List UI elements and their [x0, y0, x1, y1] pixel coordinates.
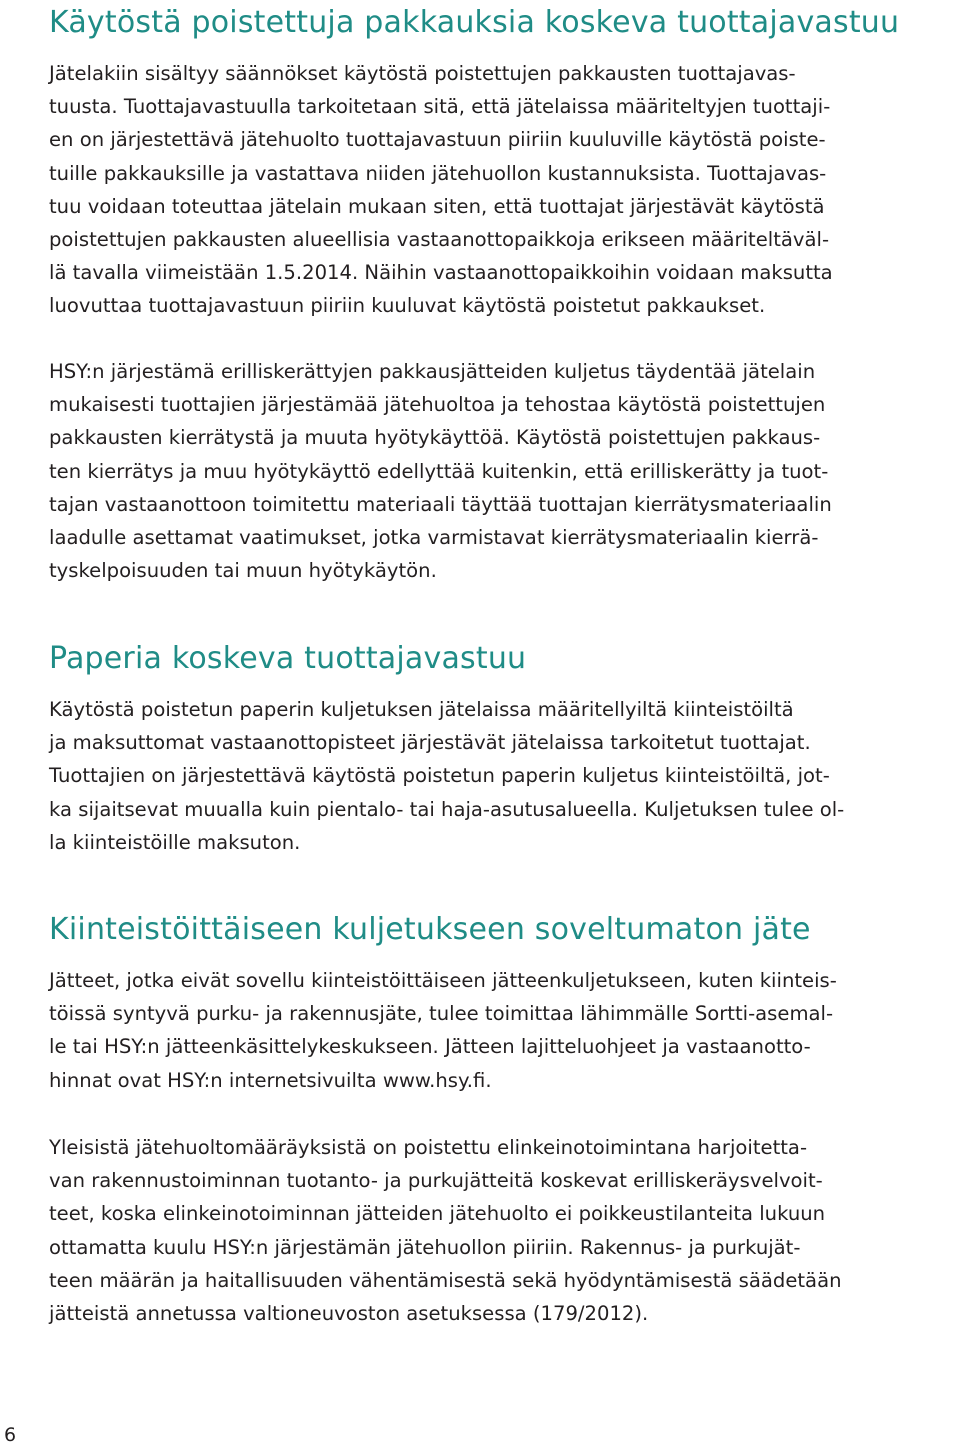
paragraph-line: Tuottajien on järjestettävä käytöstä poistetun paperin kuljetus kiinteistöiltä, jot-: [49, 764, 830, 788]
paragraph-line: en on järjestettävä jätehuolto tuottajavastuun piiriin kuuluville käytöstä poiste-: [49, 128, 826, 152]
paragraph-line: la kiinteistöille maksuton.: [49, 830, 301, 854]
body-paragraph: [49, 355, 832, 587]
paragraph-line: ja maksuttomat vastaanottopisteet järjestävät jätelaissa tarkoitetut tuottajat.: [49, 731, 811, 755]
paragraph-line: Jätteet, jotka eivät sovellu kiinteistöittäiseen jätteenkuljetukseen, kuten kiinteis-: [49, 969, 837, 992]
paragraph-line: töissä syntyvä purku- ja rakennusjäte, tulee toimittaa lähimmälle Sortti-asemal-: [49, 1002, 834, 1026]
body-paragraph: [49, 964, 837, 1097]
paragraph-line: ottamatta kuulu HSY:n järjestämän jätehuollon piiriin. Rakennus- ja purkujät-: [49, 1235, 801, 1259]
paragraph-line: Käytöstä poistetun paperin kuljetuksen jätelaissa määritellyiltä kiinteistöiltä: [49, 698, 794, 721]
paragraph-line: pakkausten kierrätystä ja muuta hyötykäyttöä. Käytöstä poistettujen pakkaus-: [49, 426, 821, 450]
paragraph-line: tyskelpoisuuden tai muun hyötykäytön.: [49, 559, 437, 583]
paragraph-line: HSY:n järjestämä erilliskerättyjen pakkausjätteiden kuljetus täydentää jätelain: [49, 360, 816, 383]
paragraph-line: tuille pakkauksille ja vastattava niiden jätehuollon kustannuksista. Tuottajavas-: [49, 161, 827, 185]
page-number: 6: [4, 1424, 17, 1446]
body-paragraph: [49, 1131, 842, 1330]
paragraph-line: Jätelakiin sisältyy säännökset käytöstä poistettujen pakkausten tuottajavas-: [49, 62, 796, 85]
body-paragraph: [49, 57, 833, 323]
paragraph-line: Yleisistä jätehuoltomääräyksistä on poistettu elinkeinotoimintana harjoitetta-: [49, 1136, 808, 1159]
body-paragraph: [49, 693, 844, 859]
paragraph-line: mukaisesti tuottajien järjestämää jätehuoltoa ja tehostaa käytöstä poistettujen: [49, 393, 826, 417]
paragraph-line: tuusta. Tuottajavastuulla tarkoitetaan sitä, että jätelaissa määriteltyjen tuottaji-: [49, 95, 831, 119]
paragraph-line: luovuttaa tuottajavastuun piiriin kuuluvat käytöstä poistetut pakkaukset.: [49, 294, 766, 318]
section-heading: Käytöstä poistettuja pakkauksia koskeva tuottajavastuu: [49, 5, 900, 40]
paragraph-line: tuu voidaan toteuttaa jätelain mukaan siten, että tuottajat järjestävät käytöstä: [49, 194, 825, 218]
paragraph-line: ka sijaitsevat muualla kuin pientalo- tai haja-asutusalueella. Kuljetuksen tulee ol-: [49, 797, 845, 821]
paragraph-line: lä tavalla viimeistään 1.5.2014. Näihin vastaanottopaikkoihin voidaan maksutta: [49, 261, 833, 285]
paragraph-line: ten kierrätys ja muu hyötykäyttö edellyttää kuitenkin, että erilliskerätty ja tuot-: [49, 459, 829, 483]
paragraph-line: laadulle asettamat vaatimukset, jotka varmistavat kierrätysmateriaalin kierrä-: [49, 526, 819, 550]
paragraph-line: le tai HSY:n jätteenkäsittelykeskukseen. Jätteen lajitteluohjeet ja vastaanotto-: [49, 1035, 811, 1059]
paragraph-line: tajan vastaanottoon toimitettu materiaali täyttää tuottajan kierrätysmateriaalin: [49, 492, 832, 516]
paragraph-line: teen määrän ja haitallisuuden vähentämisestä sekä hyödyntämisestä säädetään: [49, 1268, 842, 1292]
paragraph-line: hinnat ovat HSY:n internetsivuilta www.hsy.fi.: [49, 1068, 492, 1092]
section-heading: Kiinteistöittäiseen kuljetukseen soveltumaton jäte: [49, 912, 811, 947]
section-heading: Paperia koskeva tuottajavastuu: [49, 641, 527, 676]
paragraph-line: van rakennustoiminnan tuotanto- ja purkujätteitä koskevat erilliskeräysvelvoit-: [49, 1169, 823, 1193]
paragraph-line: jätteistä annetussa valtioneuvoston asetuksessa (179/2012).: [49, 1302, 649, 1326]
paragraph-line: poistettujen pakkausten alueellisia vastaanottopaikkoja erikseen määriteltäväl-: [49, 228, 830, 252]
paragraph-line: teet, koska elinkeinotoiminnan jätteiden jätehuolto ei poikkeustilanteita lukuun: [49, 1202, 826, 1226]
